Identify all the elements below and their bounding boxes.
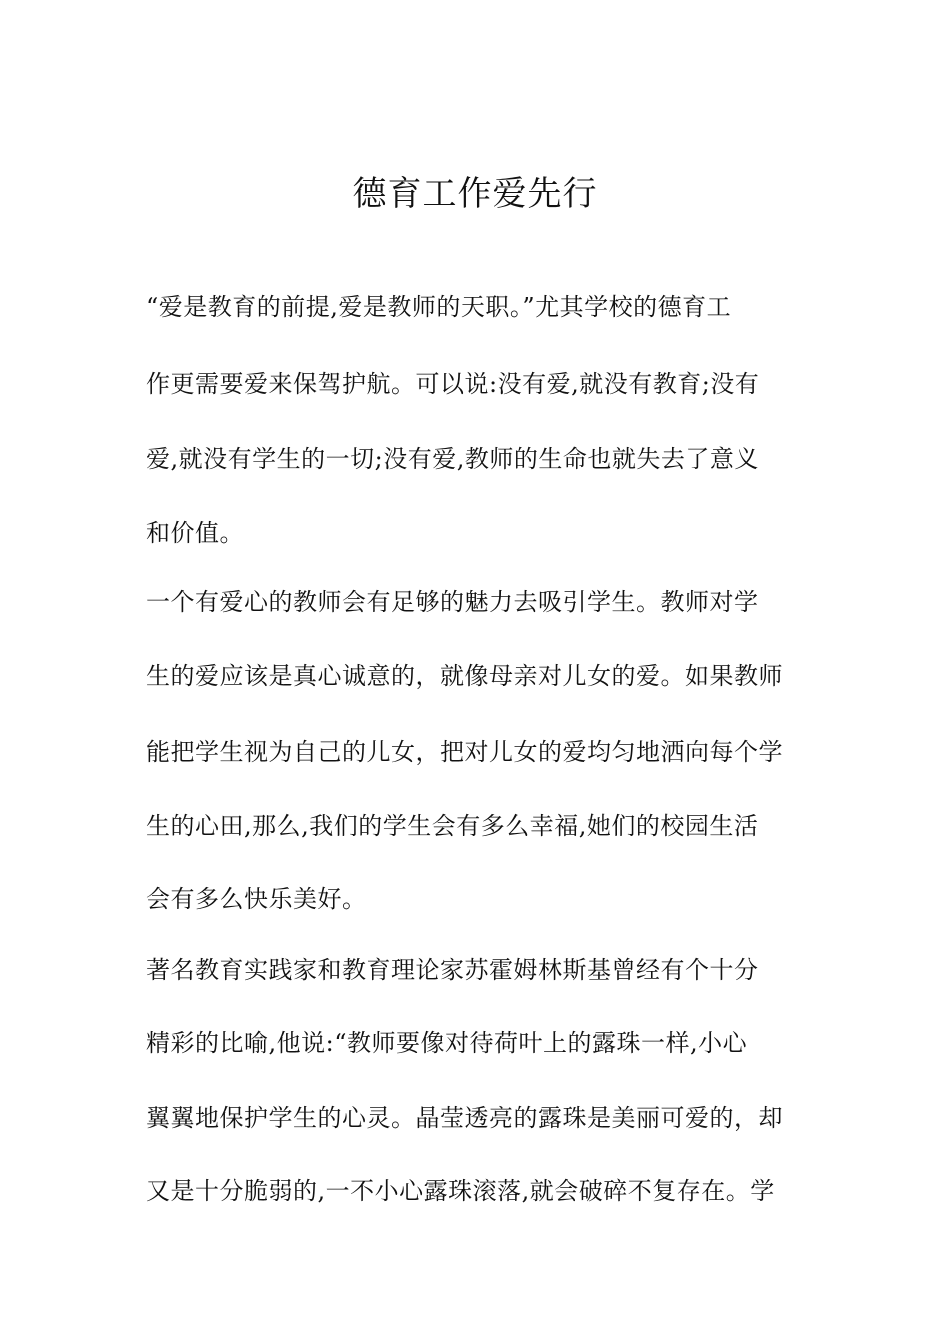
paragraph-3-line-4: 又是十分脆弱的,一不小心露珠滚落,就会破碎不复存在。学: [146, 1177, 775, 1205]
paragraph-3-line-1: 著名教育实践家和教育理论家苏霍姆林斯基曾经有个十分: [146, 956, 759, 984]
paragraph-3-line-3: 翼翼地保护学生的心灵。晶莹透亮的露珠是美丽可爱的，却: [146, 1104, 783, 1132]
document-title: 德育工作爱先行: [352, 174, 598, 214]
paragraph-1-line-1: “爱是教育的前提,爱是教师的天职。”尤其学校的德育工: [146, 293, 732, 321]
paragraph-2-line-2: 生的爱应该是真心诚意的，就像母亲对儿女的爱。如果教师: [146, 662, 783, 690]
paragraph-1-line-4: 和价值。: [146, 519, 244, 547]
paragraph-2-line-4: 生的心田,那么,我们的学生会有多么幸福,她们的校园生活: [146, 812, 759, 840]
paragraph-2-line-3: 能把学生视为自己的儿女，把对儿女的爱均匀地洒向每个学: [146, 738, 783, 766]
paragraph-2-line-1: 一个有爱心的教师会有足够的魅力去吸引学生。教师对学: [146, 588, 759, 616]
paragraph-1-line-3: 爱,就没有学生的一切;没有爱,教师的生命也就失去了意义: [146, 445, 759, 473]
paragraph-1-line-2: 作更需要爱来保驾护航。可以说:没有爱,就没有教育;没有: [146, 370, 760, 398]
paragraph-3-line-2: 精彩的比喻,他说:“教师要像对待荷叶上的露珠一样,小心: [146, 1029, 748, 1057]
paragraph-2-line-5: 会有多么快乐美好。: [146, 885, 367, 913]
